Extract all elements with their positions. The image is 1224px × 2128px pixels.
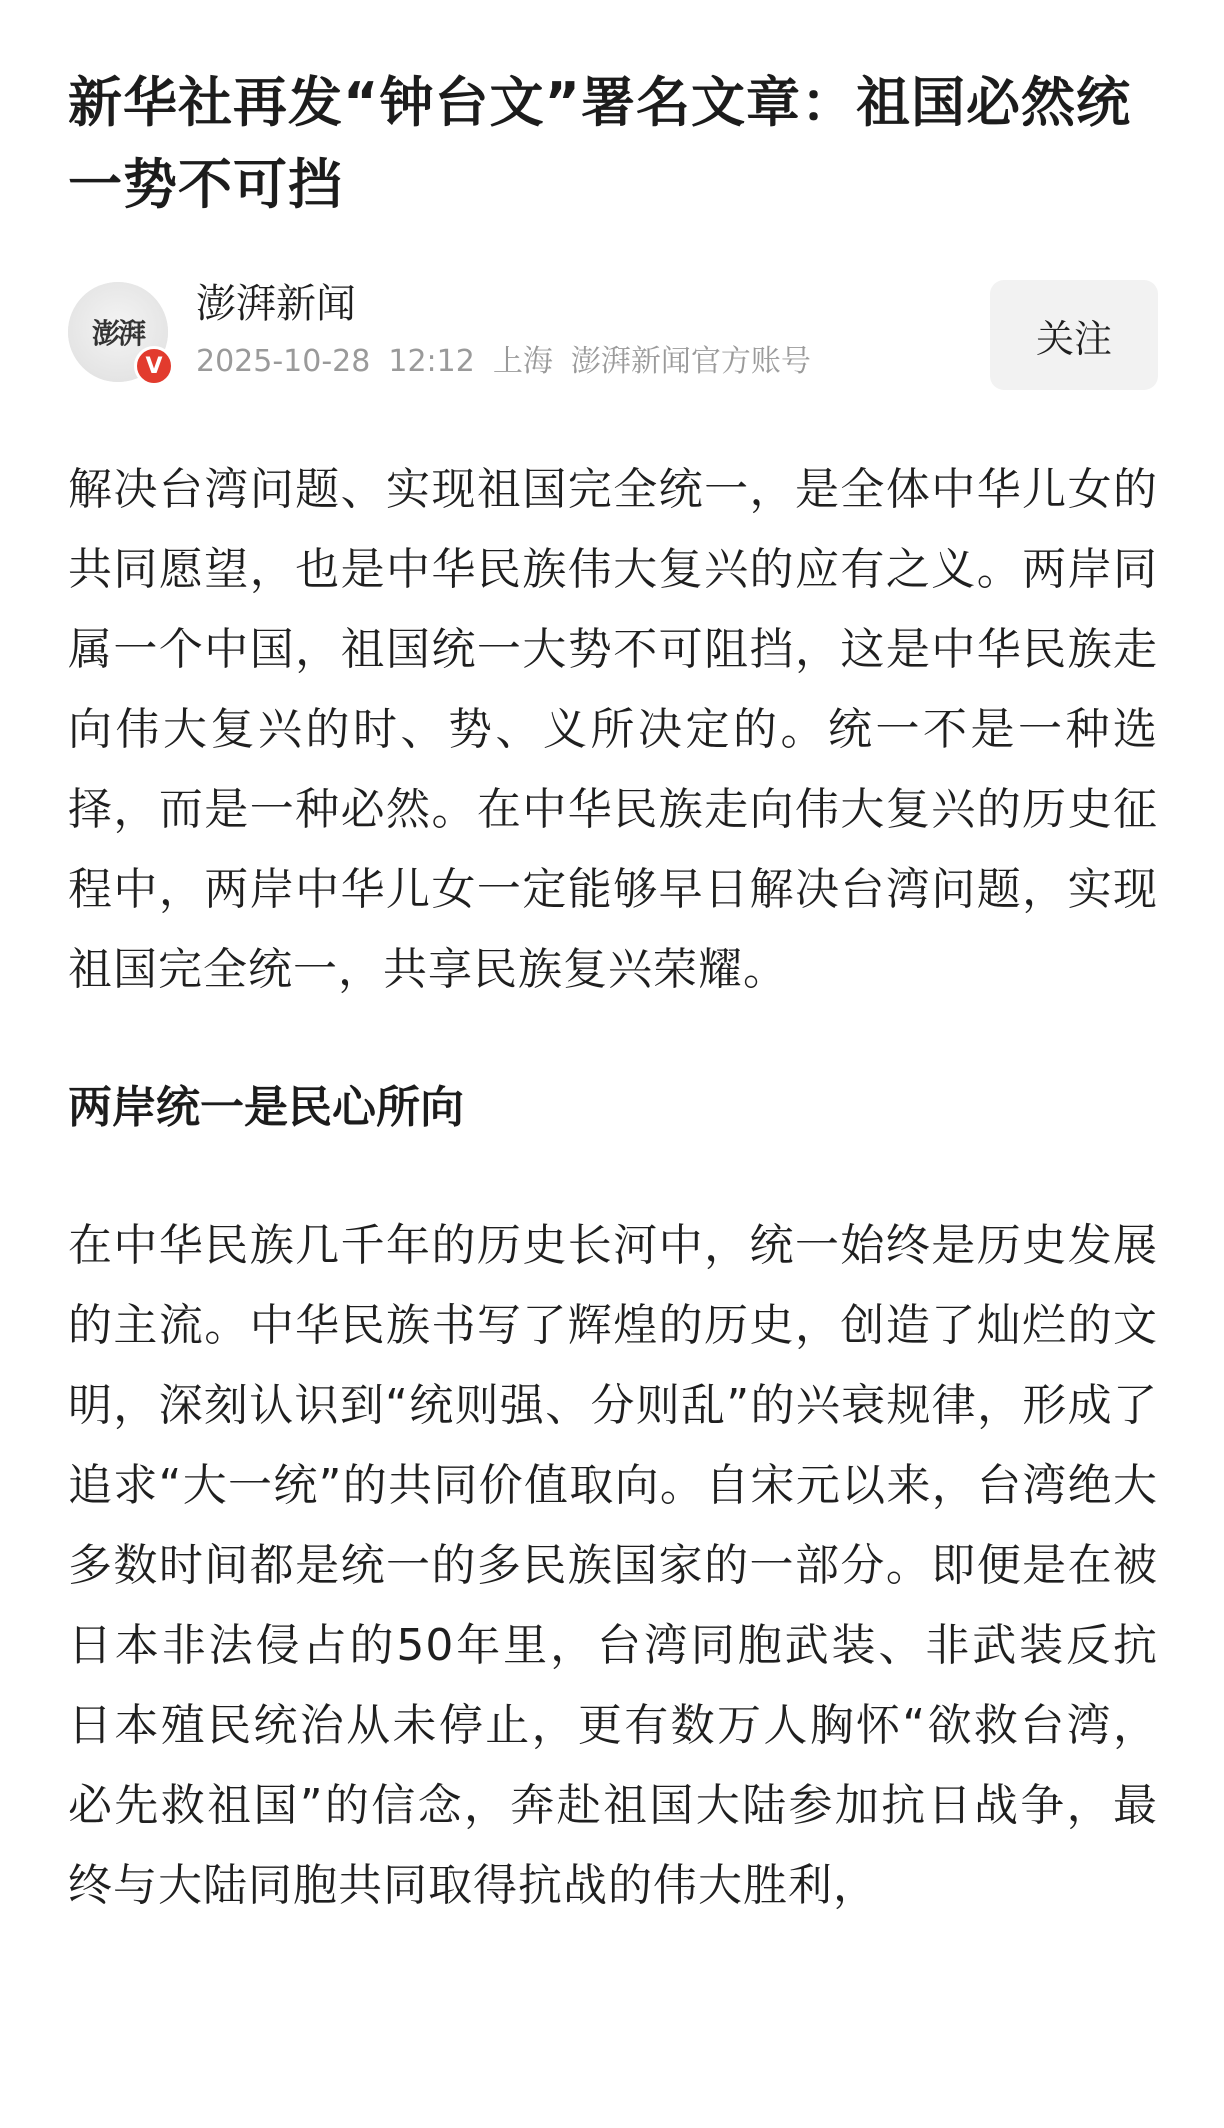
account-type: 澎湃新闻官方账号 <box>570 344 811 379</box>
article-meta <box>196 342 829 382</box>
section-heading: 两岸统一是民心所向 <box>68 1082 464 1133</box>
avatar[interactable] <box>68 282 168 382</box>
article-paragraph: 解决台湾问题、实现祖国完全统一，是全体中华儿女的共同愿望，也是中华民族伟大复兴的应有之义。两岸同属一个中国，祖国统一大势不可阻挡，这是中华民族走向伟大复兴的时、势、义所决定的。统一不是一种选择，而是一种必然。在中华民族走向伟大复兴的历史征程中，两岸中华儿女一定能够早日解决台湾问题，实现祖国完全统一，共享民族复兴荣耀。 <box>68 464 1158 995</box>
author-row <box>68 278 1158 390</box>
avatar-logo: 澎湃 <box>68 282 168 382</box>
publish-time: 12:12 <box>388 344 475 379</box>
article-page <box>68 0 1158 1926</box>
publish-date: 2025-10-28 <box>196 344 371 379</box>
publish-location: 上海 <box>492 344 553 379</box>
article-title: 新华社再发“钟台文”署名文章：祖国必然统一势不可挡 <box>68 71 1131 216</box>
verified-badge-icon: V <box>134 346 174 386</box>
follow-button[interactable]: 关注 <box>990 280 1158 390</box>
author-name[interactable]: 澎湃新闻 <box>196 281 356 327</box>
article-paragraph: 在中华民族几千年的历史长河中，统一始终是历史发展的主流。中华民族书写了辉煌的历史，创造了灿烂的文明，深刻认识到“统则强、分则乱”的兴衰规律，形成了追求“大一统”的共同价值取向。自宋元以来，台湾绝大多数时间都是统一的多民族国家的一部分。即便是在被日本非法侵占的50年里，台湾同胞武装、非武装反抗日本殖民统治从未停止，更有数万人胸怀“欲救台湾，必先救祖国”的信念，奔赴祖国大陆参加抗日战争，最终与大陆同胞共同取得抗战的伟大胜利， <box>68 1220 1158 1911</box>
